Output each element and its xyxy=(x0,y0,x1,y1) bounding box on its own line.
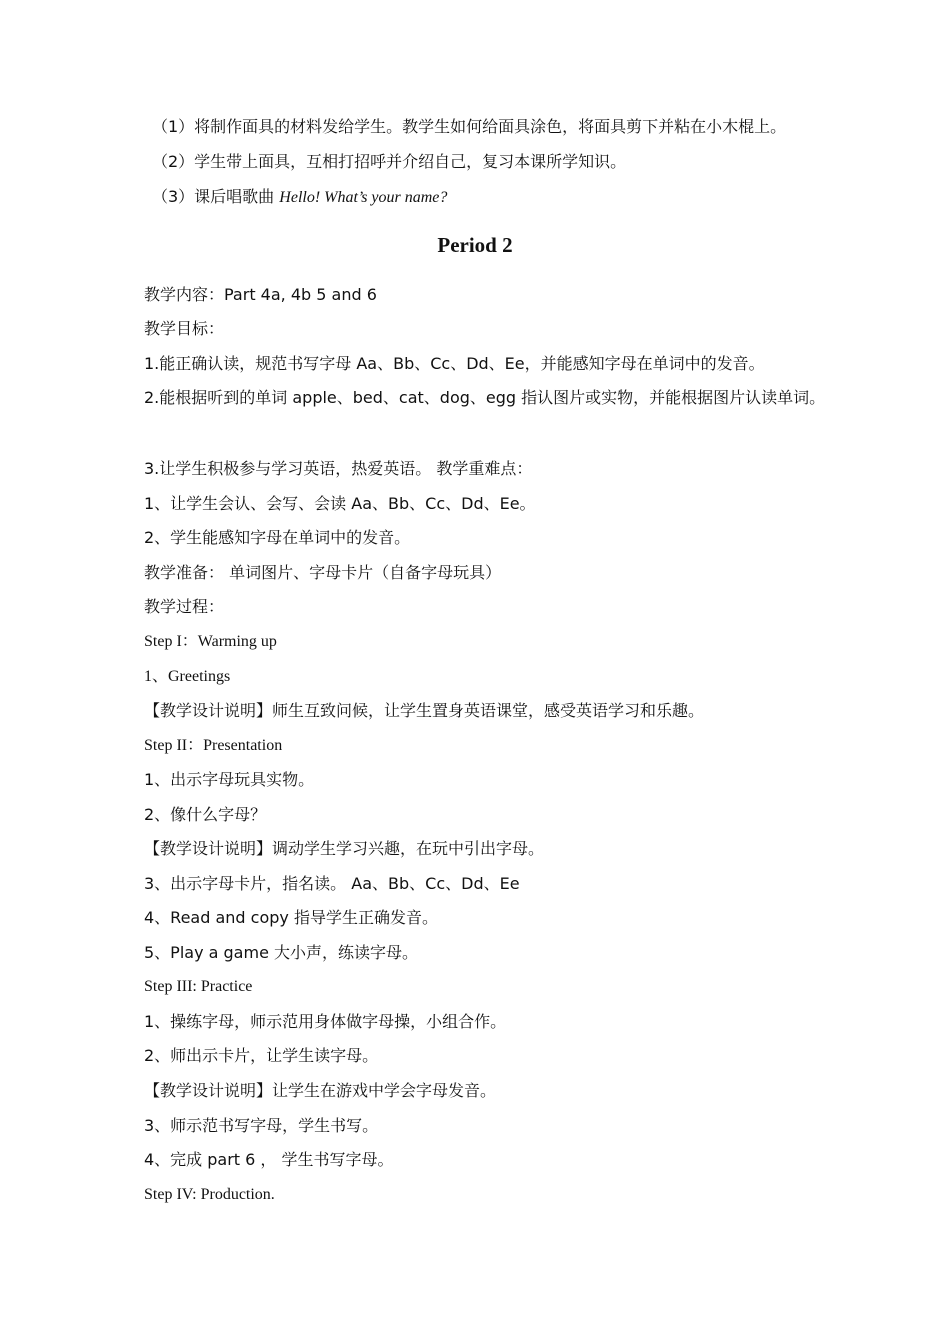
design-note-3: 【教学设计说明】让学生在游戏中学会字母发音。 xyxy=(144,1081,497,1100)
step-3-item-4: 4、完成 part 6 ， 学生书写字母。 xyxy=(144,1150,394,1169)
key-point-2: 2、学生能感知字母在单词中的发音。 xyxy=(144,528,411,547)
step-2-item-3: 3、出示字母卡片，指名读。 Aa、Bb、Cc、Dd、Ee xyxy=(144,874,520,893)
activity-step-1: （1）将制作面具的材料发给学生。教学生如何给面具涂色，将面具剪下并粘在小木棍上。 xyxy=(152,117,787,136)
goal-3: 3.让学生积极参与学习英语，热爱英语。 教学重难点： xyxy=(144,459,533,478)
teaching-goals-heading: 教学目标： xyxy=(144,319,225,338)
step-2-item-1: 1、出示字母玩具实物。 xyxy=(144,770,315,789)
activity-step-3-text: （3）课后唱歌曲 xyxy=(152,187,280,206)
step-4-heading: Step IV: Production. xyxy=(144,1186,275,1203)
activity-step-2: （2）学生带上面具，互相打招呼并介绍自己，复习本课所学知识。 xyxy=(152,152,627,171)
step-3-item-3: 3、师示范书写字母，学生书写。 xyxy=(144,1116,379,1135)
teaching-preparation: 教学准备： 单词图片、字母卡片（自备字母玩具） xyxy=(144,563,502,582)
step-2-item-2: 2、像什么字母？ xyxy=(144,805,267,824)
design-note-1: 【教学设计说明】师生互致问候，让学生置身英语课堂，感受英语学习和乐趣。 xyxy=(144,701,705,720)
design-note-2: 【教学设计说明】调动学生学习兴趣，在玩中引出字母。 xyxy=(144,839,545,858)
key-point-1: 1、让学生会认、会写、会读 Aa、Bb、Cc、Dd、Ee。 xyxy=(144,494,536,513)
goal-2: 2.能根据听到的单词 apple、bed、cat、dog、egg 指认图片或实物，并能根据图片认读单词。 xyxy=(144,388,826,407)
step-3-heading: Step III: Practice xyxy=(144,978,253,995)
step-1-heading: Step I：Warming up xyxy=(144,633,277,650)
goal-1: 1.能正确认读，规范书写字母 Aa、Bb、Cc、Dd、Ee，并能感知字母在单词中的发音。 xyxy=(144,354,765,373)
step-2-heading: Step II：Presentation xyxy=(144,737,283,754)
activity-step-3 xyxy=(152,187,447,207)
section-title: Period 2 xyxy=(437,233,513,257)
step-2-item-5: 5、Play a game 大小声，练读字母。 xyxy=(144,943,419,962)
step-3-item-2: 2、师出示卡片，让学生读字母。 xyxy=(144,1046,379,1065)
song-title: Hello! What’s your name? xyxy=(279,189,448,206)
step-1-item-1: 1、Greetings xyxy=(144,668,231,685)
step-2-item-4: 4、Read and copy 指导学生正确发音。 xyxy=(144,908,438,927)
step-3-item-1: 1、操练字母，师示范用身体做字母操，小组合作。 xyxy=(144,1012,507,1031)
teaching-content: 教学内容：Part 4a, 4b 5 and 6 xyxy=(144,285,377,304)
teaching-process-heading: 教学过程： xyxy=(144,597,225,616)
